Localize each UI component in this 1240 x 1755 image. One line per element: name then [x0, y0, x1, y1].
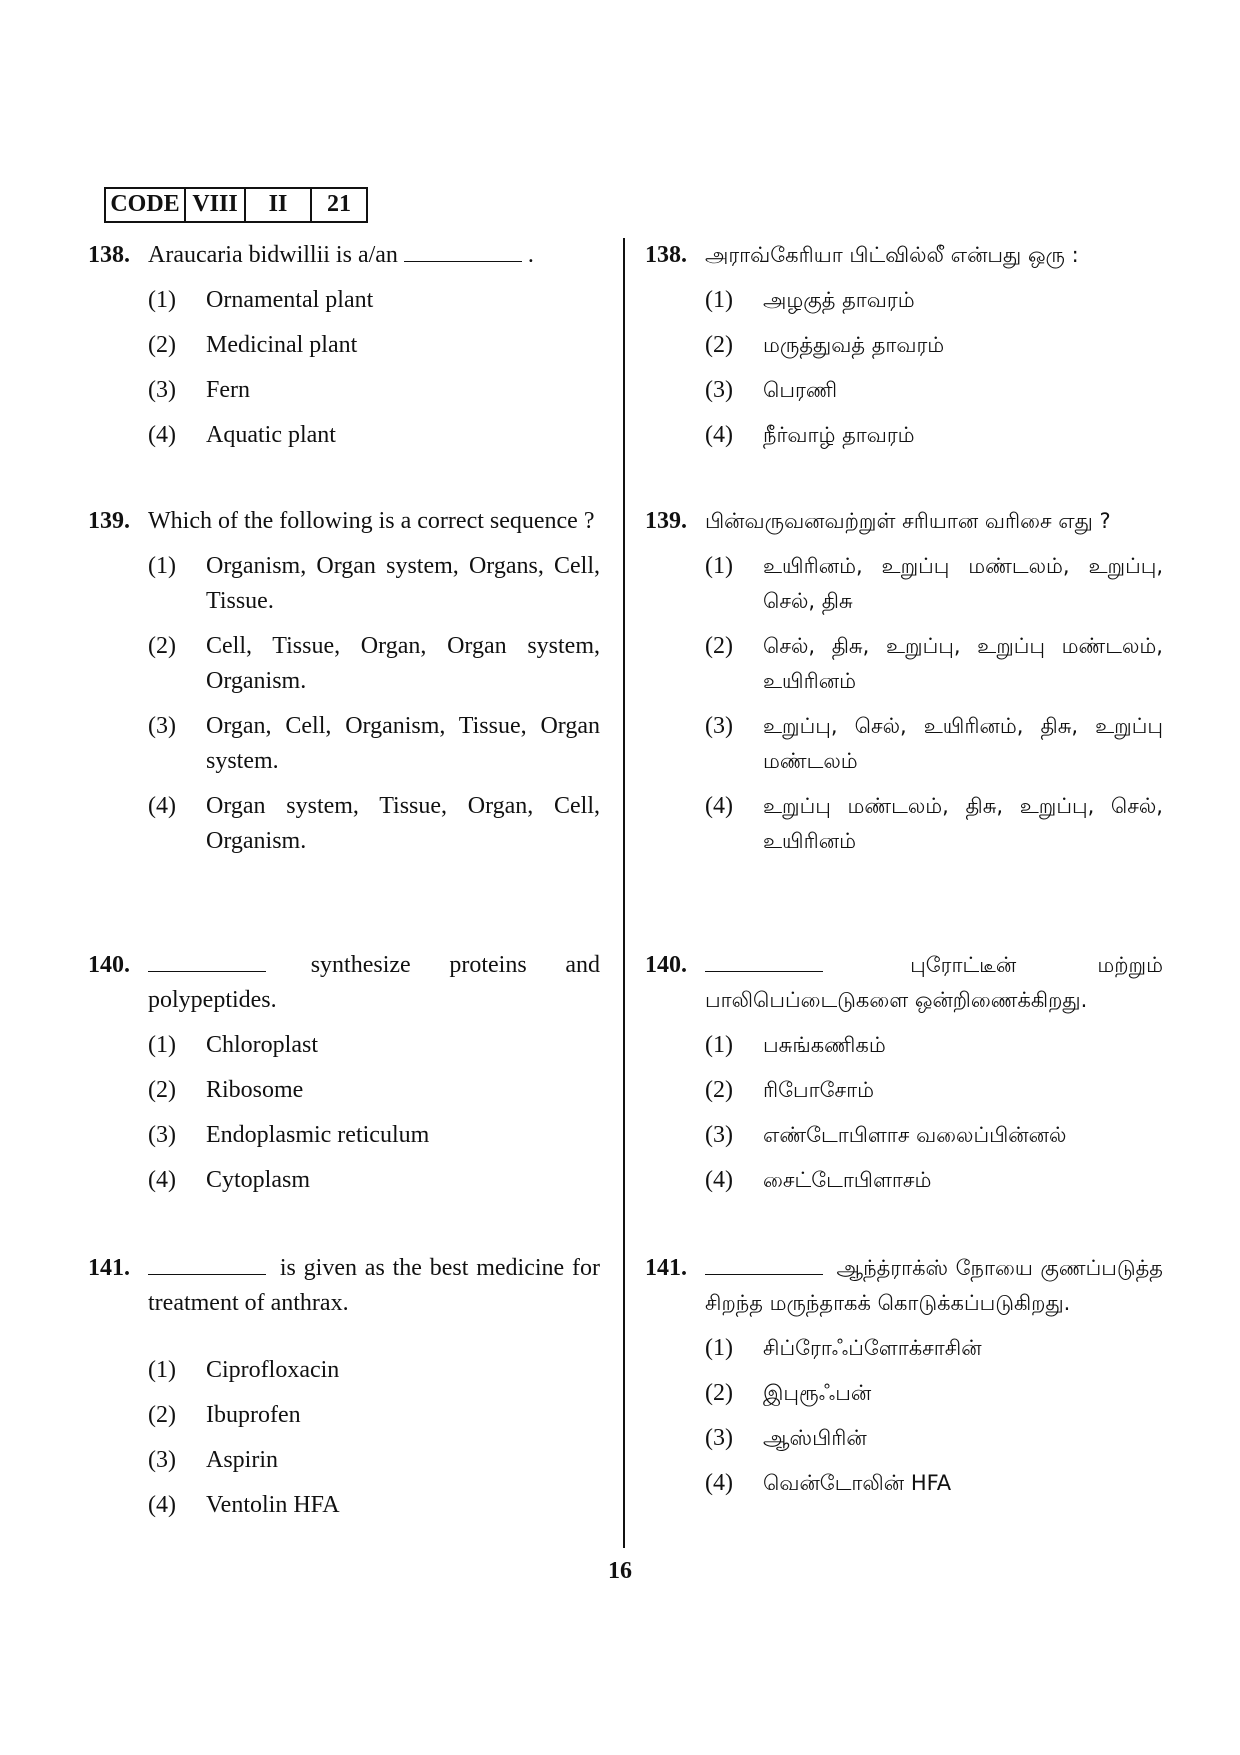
question-138-ta — [645, 238, 1163, 453]
answer-blank — [404, 241, 522, 262]
code-label: CODE — [110, 191, 180, 217]
option-1: (1) Chloroplast — [148, 1032, 318, 1058]
question-text: Araucaria bidwillii is a/an . — [148, 242, 534, 268]
option-1: (1) Ornamental plant — [148, 287, 374, 313]
question-number: 139. — [88, 508, 130, 534]
option-1: (1) பசுங்கணிகம் — [705, 1032, 886, 1058]
question-number: 140. — [645, 952, 687, 978]
question-139-en — [88, 504, 600, 859]
option-2: (2) மருத்துவத் தாவரம் — [705, 332, 945, 358]
question-number: 141. — [88, 1255, 130, 1281]
option-1: (1) உயிரினம், உறுப்பு மண்டலம், உறுப்பு, செல், திசு — [705, 553, 1163, 613]
question-text: புரோட்டீன் மற்றும் பாலிபெப்டைடுகளை ஒன்றிணைக்கிறது. — [705, 953, 1163, 1012]
question-140-en — [88, 948, 600, 1198]
option-1: (1) Organism, Organ system, Organs, Cell, Tissue. — [148, 553, 600, 614]
option-4: (4) Organ system, Tissue, Organ, Cell, Organism. — [148, 793, 600, 854]
code-part-3: 21 — [310, 189, 366, 221]
answer-blank — [148, 1254, 266, 1275]
option-4: (4) வென்டோலின் HFA — [705, 1470, 952, 1496]
option-3: (3) பெரணி — [705, 377, 838, 403]
question-text: is given as the best medicine for treatment of anthrax. — [148, 1255, 601, 1316]
question-text: ஆந்த்ராக்ஸ் நோயை குணப்படுத்த சிறந்த மருந்தாகக் கொடுக்கப்படுகிறது. — [705, 1256, 1163, 1315]
answer-blank — [705, 1254, 823, 1275]
column-divider — [623, 238, 625, 1548]
option-2: (2) ரிபோசோம் — [705, 1077, 875, 1103]
question-number: 140. — [88, 952, 130, 978]
option-4: (4) சைட்டோபிளாசம் — [705, 1167, 932, 1193]
option-4: (4) Cytoplasm — [148, 1167, 311, 1193]
option-1: (1) சிப்ரோஃப்ளோக்சாசின் — [705, 1335, 982, 1361]
option-3: (3) Aspirin — [148, 1447, 278, 1473]
question-139-ta — [645, 504, 1163, 859]
question-text: அராவ்கேரியா பிட்வில்லீ என்பது ஒரு : — [705, 243, 1079, 267]
page-number: 16 — [608, 1558, 632, 1584]
option-4: (4) நீர்வாழ் தாவரம் — [705, 422, 915, 448]
option-2: (2) இபுரூஃபன் — [705, 1380, 872, 1406]
question-text: Which of the following is a correct sequence ? — [148, 508, 595, 534]
question-text: பின்வருவனவற்றுள் சரியான வரிசை எது ? — [705, 509, 1111, 533]
answer-blank — [148, 951, 266, 972]
option-4: (4) Ventolin HFA — [148, 1492, 340, 1518]
code-part-1: VIII — [184, 189, 244, 221]
option-3: (3) உறுப்பு, செல், உயிரினம், திசு, உறுப்பு மண்டலம் — [705, 713, 1163, 773]
option-3: (3) Organ, Cell, Organism, Tissue, Organ system. — [148, 713, 600, 774]
question-141-en — [88, 1251, 600, 1523]
question-138-en — [88, 238, 600, 453]
question-number: 139. — [645, 508, 687, 534]
option-2: (2) Cell, Tissue, Organ, Organ system, Organism. — [148, 633, 600, 694]
option-3: (3) Endoplasmic reticulum — [148, 1122, 430, 1148]
option-2: (2) செல், திசு, உறுப்பு, உறுப்பு மண்டலம், உயிரினம் — [705, 633, 1163, 693]
code-part-2: II — [244, 189, 310, 221]
option-2: (2) Ibuprofen — [148, 1402, 301, 1428]
question-text: synthesize proteins and polypeptides. — [148, 952, 600, 1013]
option-4: (4) உறுப்பு மண்டலம், திசு, உறுப்பு, செல், உயிரினம் — [705, 793, 1163, 853]
option-3: (3) Fern — [148, 377, 250, 403]
question-number: 141. — [645, 1255, 687, 1281]
question-number: 138. — [88, 242, 130, 268]
option-2: (2) Medicinal plant — [148, 332, 358, 358]
answer-blank — [705, 951, 823, 972]
option-2: (2) Ribosome — [148, 1077, 304, 1103]
question-140-ta — [645, 948, 1163, 1198]
option-3: (3) ஆஸ்பிரின் — [705, 1425, 867, 1451]
question-number: 138. — [645, 242, 687, 268]
question-141-ta — [645, 1251, 1163, 1501]
option-3: (3) எண்டோபிளாச வலைப்பின்னல் — [705, 1122, 1067, 1148]
code-box — [104, 187, 368, 223]
option-1: (1) Ciprofloxacin — [148, 1357, 340, 1383]
option-1: (1) அழகுத் தாவரம் — [705, 287, 915, 313]
option-4: (4) Aquatic plant — [148, 422, 336, 448]
